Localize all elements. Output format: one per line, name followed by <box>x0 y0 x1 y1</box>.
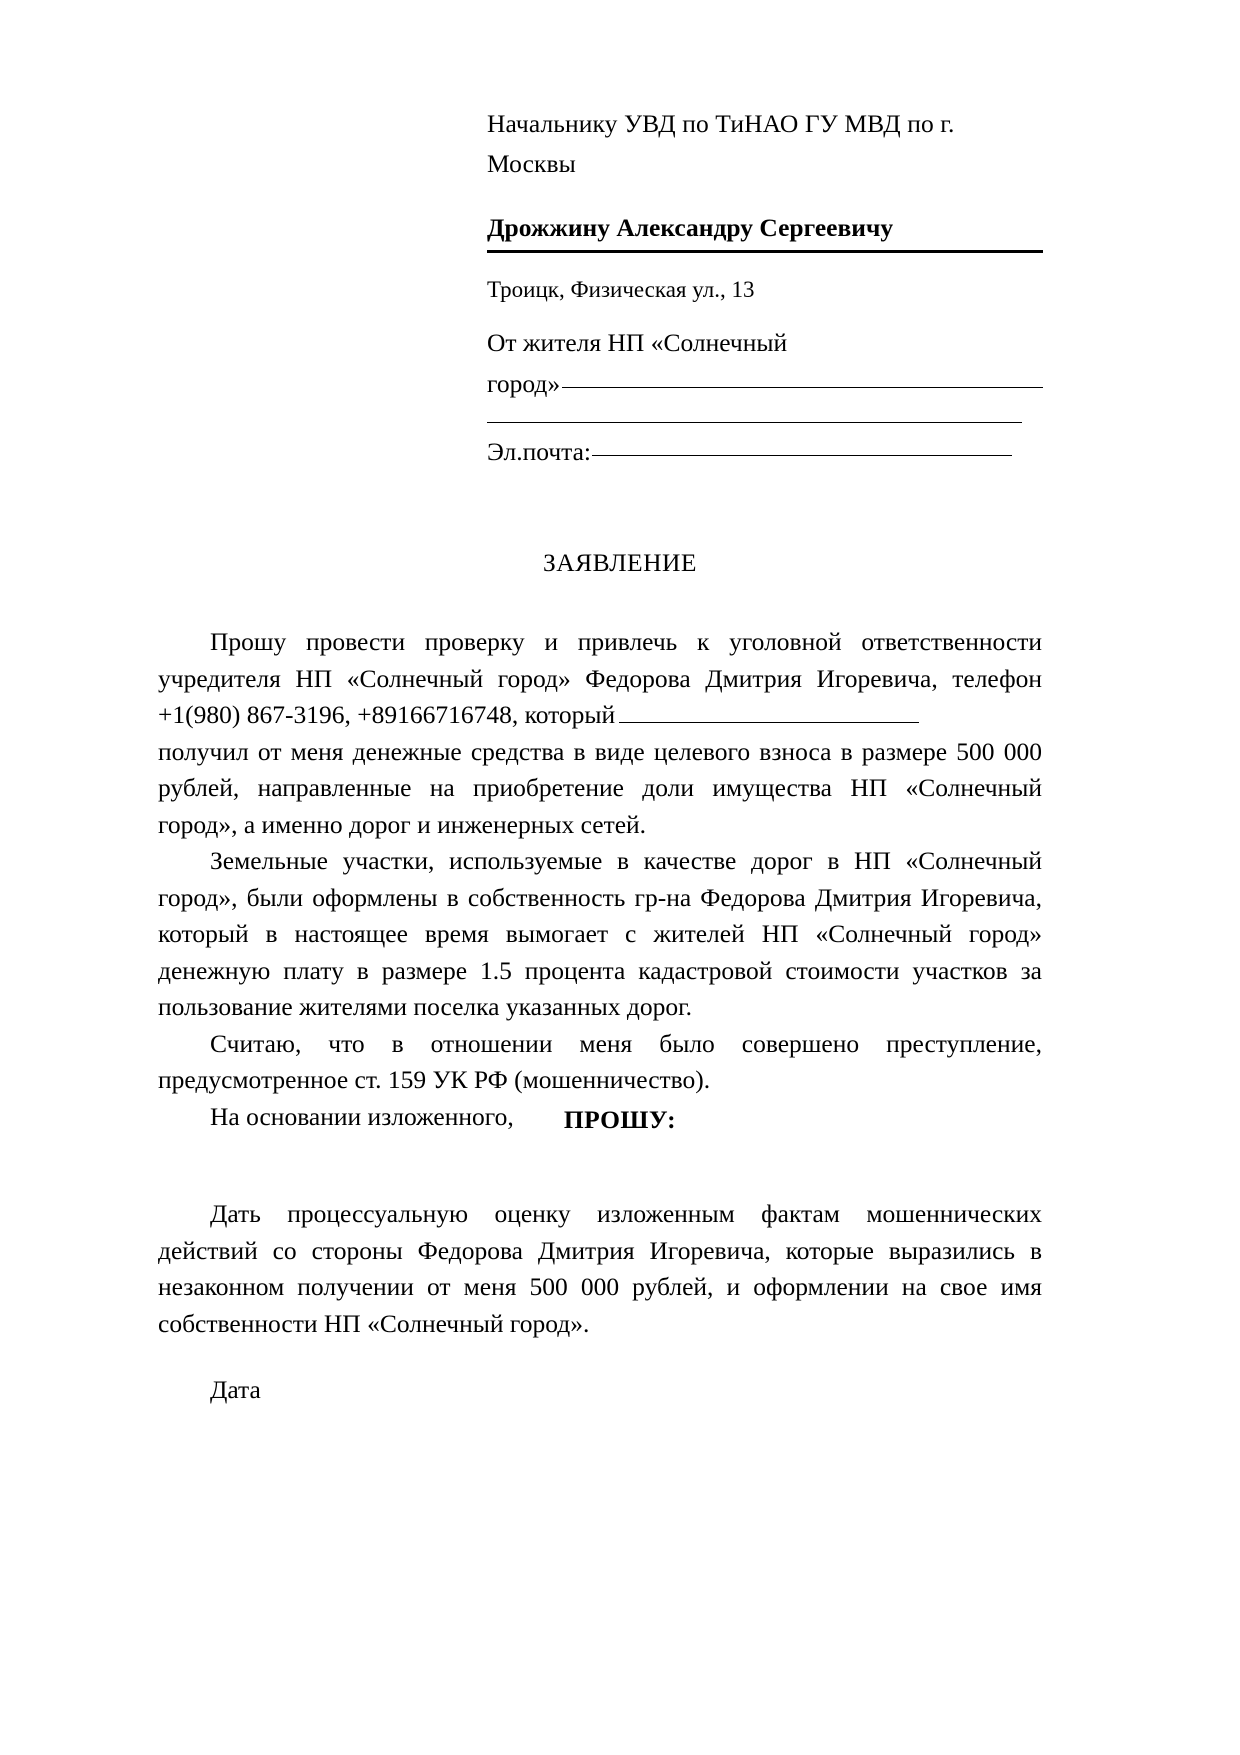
email-blank-field[interactable] <box>592 455 1012 456</box>
addressee-name: Дрожжину Александру Сергеевичу <box>487 208 1043 253</box>
email-label: Эл.почта: <box>487 437 592 466</box>
inline-blank-field[interactable] <box>619 706 919 723</box>
sender-block <box>487 322 1043 472</box>
addressee-organization-line1: Начальнику УВД по ТиНАО ГУ МВД по г. <box>487 109 955 138</box>
sender-name-blank-field[interactable] <box>562 387 1043 388</box>
paragraph-funds: получил от меня денежные средства в виде целевого взноса в размере 500 000 рублей, направленные на приобретение доли имущества НП «Солнечный город», а именно дорог и инженерных сетей. <box>158 736 1042 839</box>
addressee-block <box>487 104 1043 307</box>
sender-label-line1: От жителя НП «Солнечный <box>487 328 788 357</box>
paragraph-land-plots: Земельные участки, используемые в качестве дорог в НП «Солнечный город», были оформлены в собственность гр-на Федорова Дмитрия Игоревича, который в настоящее время вымогает с жителей НП «Солнечный город» денежную плату в размере 1.5 процента кадастровой стоимости участков за пользование жителями поселка указанных дорог. <box>158 846 1042 1021</box>
document-title: ЗАЯВЛЕНИЕ <box>542 548 697 577</box>
paragraph-request-intro-text: Прошу провести проверку и привлечь к уголовной ответственности учредителя НП «Солнечный город» Федорова Дмитрия Игоревича, телефон +1(980) 867-3196, +89166716748, который <box>158 627 1042 729</box>
document-body <box>158 624 1042 1135</box>
paragraph-on-the-basis: На основании изложенного, <box>210 1101 514 1131</box>
sender-label-line2 <box>487 363 1043 404</box>
sender-email-row <box>487 431 1043 472</box>
addressee-address: Троицк, Физическая ул., 13 <box>487 277 755 302</box>
paragraph-final-request: Дать процессуальную оценку изложенным фактам мошеннических действий со стороны Федорова Дмитрия Игоревича, которые выразились в незаконном получении от меня 500 000 рублей, и оформлении на свое имя собственности НП «Солнечный город». <box>158 1199 1042 1338</box>
request-heading: ПРОШУ: <box>563 1105 677 1134</box>
paragraph-crime-statement: Считаю, что в отношении меня было совершено преступление, предусмотренное ст. 159 УК РФ (мошенничество). <box>158 1028 1042 1094</box>
date-label: Дата <box>210 1375 261 1404</box>
request-body-block <box>158 1196 1042 1342</box>
sender-label-line2-text: город» <box>487 369 561 398</box>
paragraph-request-intro <box>158 624 1042 734</box>
addressee-organization-line2: Москвы <box>487 149 576 178</box>
sender-extra-blank-field[interactable] <box>487 422 1022 423</box>
